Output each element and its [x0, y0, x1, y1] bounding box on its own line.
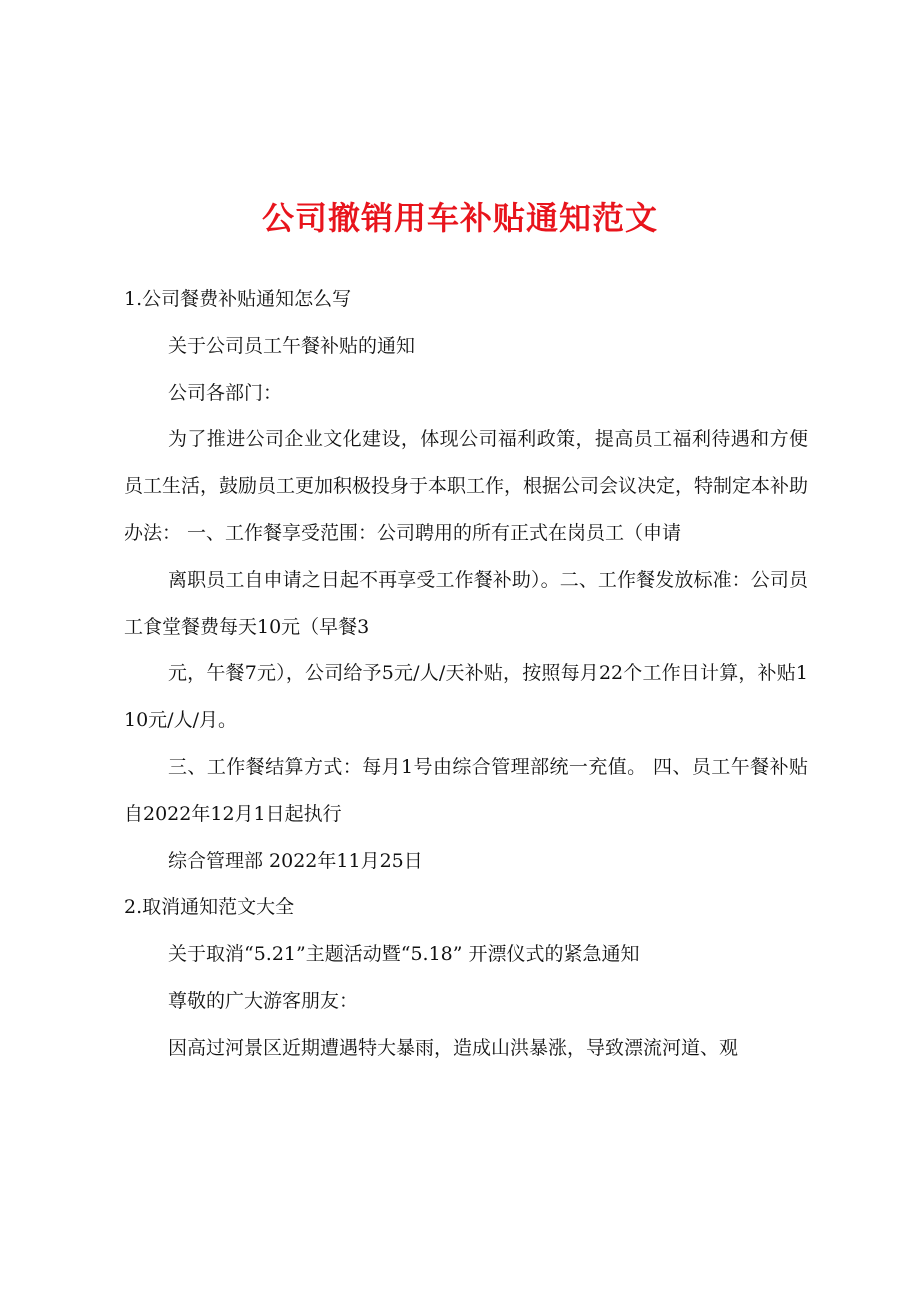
body-paragraph: 三、工作餐结算方式：每月1号由综合管理部统一充值。 四、员工午餐补贴自2022年12月1日起执行	[124, 755, 808, 825]
notice-title: 关于公司员工午餐补贴的通知	[168, 334, 416, 357]
document-title: 公司撤销用车补贴通知范文	[261, 199, 658, 237]
signature-line: 综合管理部 2022年11月25日	[168, 849, 423, 872]
body-paragraph: 离职员工自申请之日起不再享受工作餐补助）。二、工作餐发放标准：公司员工食堂餐费每天10元（早餐3	[124, 568, 808, 638]
section-heading: 2.取消通知范文大全	[124, 896, 295, 919]
section-heading: 1.公司餐费补贴通知怎么写	[124, 288, 352, 310]
body-paragraph: 元，午餐7元），公司给予5元/人/天补贴，按照每月22个工作日计算，补贴110元/人/月。	[124, 662, 808, 732]
body-paragraph: 为了推进公司企业文化建设，体现公司福利政策，提高员工福利待遇和方便员工生活，鼓励员工更加积极投身于本职工作，根据公司会议决定，特制定本补助办法： 一、工作餐享受范围：公司聘用的所有正式在岗员工（申请	[124, 428, 809, 544]
salutation: 公司各部门：	[168, 381, 283, 404]
notice-title: 关于取消“5.21”主题活动暨“5.18” 开漂仪式的紧急通知	[168, 943, 640, 966]
salutation: 尊敬的广大游客朋友：	[168, 989, 359, 1012]
document-body	[124, 276, 808, 1072]
body-paragraph: 因高过河景区近期遭遇特大暴雨，造成山洪暴涨，导致漂流河道、观	[168, 1036, 739, 1059]
